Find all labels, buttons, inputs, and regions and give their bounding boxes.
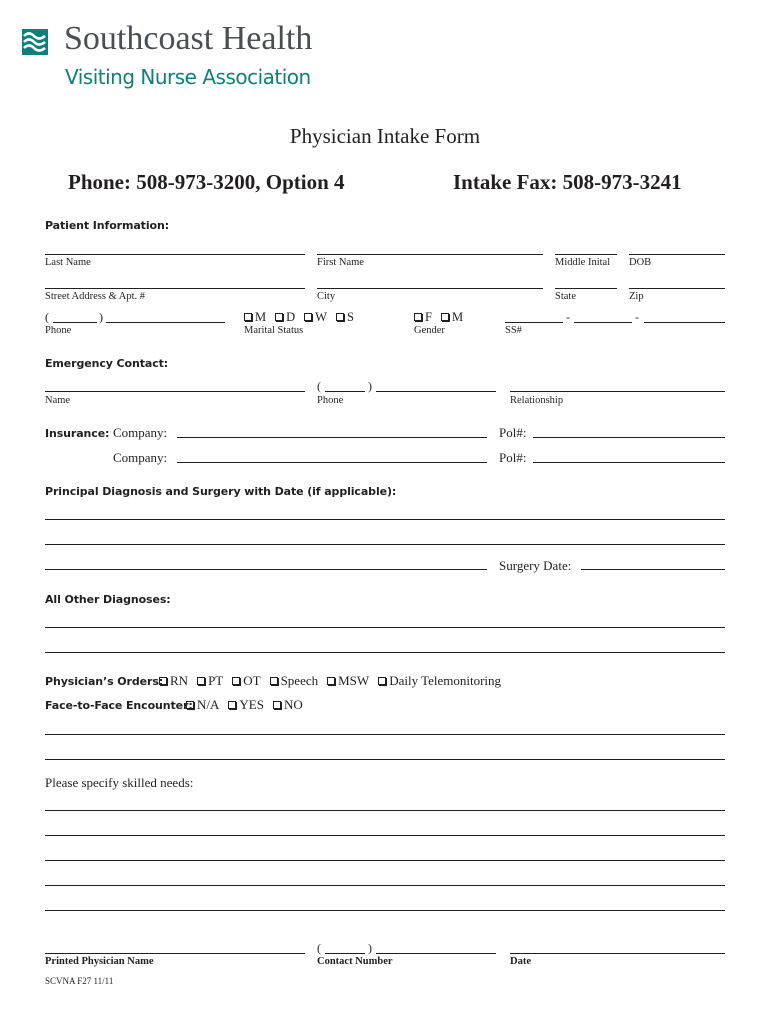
brand-name: Southcoast Health: [64, 20, 313, 57]
dob-label: DOB: [629, 257, 652, 268]
phone-paren-close: ): [99, 310, 103, 324]
emergency-phone-line[interactable]: [376, 391, 496, 392]
company-line-2[interactable]: [177, 462, 487, 463]
printed-name-label: Printed Physician Name: [45, 956, 154, 967]
last-name-line[interactable]: [45, 254, 305, 255]
dob-line[interactable]: [629, 254, 725, 255]
fax-number: Intake Fax: 508-973-3241: [453, 170, 682, 194]
policy-line-2[interactable]: [533, 462, 725, 463]
ssn-part2-line[interactable]: [574, 322, 632, 323]
order-option-ot[interactable]: OT: [232, 673, 260, 689]
skilled-line-4[interactable]: [45, 885, 725, 886]
ssn-dash-2: -: [635, 310, 639, 324]
phone-number: Phone: 508-973-3200, Option 4: [68, 170, 345, 194]
zip-line[interactable]: [629, 288, 725, 289]
ssn-part3-line[interactable]: [644, 322, 725, 323]
checkbox-icon: [244, 313, 252, 321]
checkbox-icon: [441, 313, 449, 321]
state-label: State: [555, 291, 576, 302]
policy-line-1[interactable]: [533, 437, 725, 438]
contact-area-code-line[interactable]: [325, 953, 365, 954]
middle-initial-label: Middle Inital: [555, 257, 611, 268]
diagnosis-line-1[interactable]: [45, 519, 725, 520]
order-option-msw[interactable]: MSW: [327, 673, 369, 689]
skilled-line-3[interactable]: [45, 860, 725, 861]
patient-info-heading: Patient Information:: [45, 219, 169, 232]
emergency-phone-label: Phone: [317, 395, 344, 406]
f2f-option-yes[interactable]: YES: [228, 697, 264, 713]
emergency-area-code-line[interactable]: [325, 391, 365, 392]
checkbox-icon: [186, 701, 194, 709]
other-diagnoses-line-2[interactable]: [45, 652, 725, 653]
policy-label-2: Pol#:: [499, 450, 527, 465]
face-to-face-options: [186, 697, 312, 713]
marital-option-w[interactable]: W: [304, 310, 327, 325]
checkbox-icon: [273, 701, 281, 709]
state-line[interactable]: [555, 288, 617, 289]
date-label: Date: [510, 956, 531, 967]
city-line[interactable]: [317, 288, 543, 289]
marital-option-d[interactable]: D: [275, 310, 295, 325]
date-line[interactable]: [510, 953, 725, 954]
marital-status-options: [244, 310, 363, 325]
checkbox-icon: [270, 677, 278, 685]
order-option-rn[interactable]: RN: [159, 673, 188, 689]
area-code-line[interactable]: [53, 322, 97, 323]
checkbox-icon: [327, 677, 335, 685]
f2f-line-1[interactable]: [45, 734, 725, 735]
middle-initial-line[interactable]: [555, 254, 617, 255]
contact-number-line[interactable]: [376, 953, 496, 954]
diagnosis-line-3[interactable]: [45, 569, 487, 570]
gender-option-m[interactable]: M: [441, 310, 463, 325]
other-diagnoses-heading: All Other Diagnoses:: [45, 593, 171, 606]
order-option-speech[interactable]: Speech: [270, 673, 319, 689]
physician-orders-options: [159, 673, 510, 689]
insurance-heading: Insurance:: [45, 427, 110, 440]
last-name-label: Last Name: [45, 257, 91, 268]
first-name-line[interactable]: [317, 254, 543, 255]
phone-line[interactable]: [106, 322, 225, 323]
ssn-dash-1: -: [566, 310, 570, 324]
emergency-name-label: Name: [45, 395, 71, 406]
relationship-label: Relationship: [510, 395, 564, 406]
policy-label-1: Pol#:: [499, 425, 527, 440]
gender-option-f[interactable]: F: [414, 310, 432, 325]
emergency-contact-heading: Emergency Contact:: [45, 357, 169, 370]
contact-number-label: Contact Number: [317, 956, 393, 967]
street-label: Street Address & Apt. #: [45, 291, 146, 302]
contact-paren-close: ): [368, 941, 372, 955]
logo: [20, 20, 350, 96]
f2f-option-no[interactable]: NO: [273, 697, 303, 713]
company-label-2: Company:: [113, 450, 168, 465]
contact-paren-open: (: [317, 941, 321, 955]
gender-options: [414, 310, 472, 325]
diagnosis-line-2[interactable]: [45, 544, 725, 545]
zip-label: Zip: [629, 291, 644, 302]
checkbox-icon: [336, 313, 344, 321]
skilled-needs-label: Please specify skilled needs:: [45, 775, 194, 790]
phone-paren-open: (: [45, 310, 49, 324]
checkbox-icon: [304, 313, 312, 321]
ssn-label: SS#: [505, 325, 522, 336]
surgery-date-line[interactable]: [581, 569, 725, 570]
first-name-label: First Name: [317, 257, 364, 268]
marital-status-label: Marital Status: [244, 325, 304, 336]
checkbox-icon: [159, 677, 167, 685]
order-option-daily-telemonitoring[interactable]: Daily Telemonitoring: [378, 673, 501, 689]
relationship-line[interactable]: [510, 391, 725, 392]
logo-wave-icon: [22, 29, 48, 55]
checkbox-icon: [414, 313, 422, 321]
other-diagnoses-line-1[interactable]: [45, 627, 725, 628]
marital-option-m[interactable]: M: [244, 310, 266, 325]
checkbox-icon: [378, 677, 386, 685]
order-option-pt[interactable]: PT: [197, 673, 223, 689]
face-to-face-heading: Face-to-Face Encounter:: [45, 699, 193, 712]
principal-diagnosis-heading: Principal Diagnosis and Surgery with Date (if applicable):: [45, 485, 397, 498]
form-code: SCVNA F27 11/11: [45, 976, 114, 986]
brand-subtitle: Visiting Nurse Association: [65, 65, 311, 89]
surgery-date-label: Surgery Date:: [499, 558, 572, 573]
city-label: City: [317, 291, 336, 302]
emergency-name-line[interactable]: [45, 391, 305, 392]
checkbox-icon: [232, 677, 240, 685]
ssn-part1-line[interactable]: [505, 322, 563, 323]
physician-orders-heading: Physician’s Orders:: [45, 675, 164, 688]
form-title: Physician Intake Form: [289, 124, 481, 148]
physician-name-line[interactable]: [45, 953, 305, 954]
checkbox-icon: [275, 313, 283, 321]
emergency-paren-open: (: [317, 379, 321, 393]
emergency-paren-close: ): [368, 379, 372, 393]
skilled-line-1[interactable]: [45, 810, 725, 811]
f2f-option-na[interactable]: N/A: [186, 697, 219, 713]
skilled-line-5[interactable]: [45, 910, 725, 911]
f2f-line-2[interactable]: [45, 759, 725, 760]
gender-label: Gender: [414, 325, 445, 336]
phone-label: Phone: [45, 325, 72, 336]
street-line[interactable]: [45, 288, 305, 289]
checkbox-icon: [197, 677, 205, 685]
checkbox-icon: [228, 701, 236, 709]
company-label-1: Company:: [113, 425, 168, 440]
company-line-1[interactable]: [177, 437, 487, 438]
marital-option-s[interactable]: S: [336, 310, 354, 325]
skilled-line-2[interactable]: [45, 835, 725, 836]
